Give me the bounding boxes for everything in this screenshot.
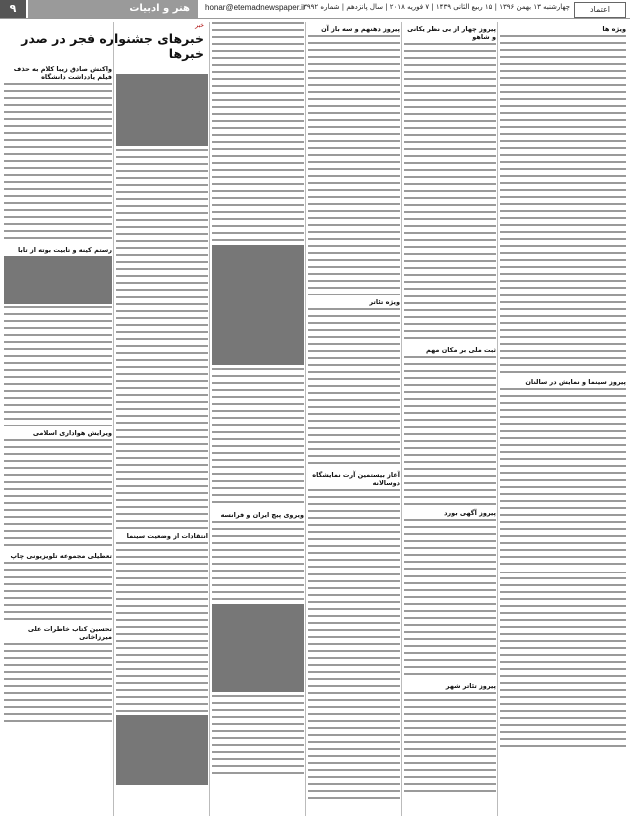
article-text bbox=[4, 439, 112, 549]
article-text bbox=[4, 306, 112, 426]
section-heading: تحسین کتاب خاطرات علی میرزاخانی bbox=[27, 625, 112, 641]
photo-portrait bbox=[4, 256, 112, 304]
section-heading: آغاز بیستمین آرت نمایشگاه دوسالانه bbox=[312, 471, 400, 487]
section-heading: پیروز دهنهم و سه باز آن bbox=[321, 25, 400, 33]
column-rule bbox=[305, 22, 306, 816]
section-heading: واکنش صادق زیبا کلام به حذف فیلم یادداشت دانشگاه bbox=[13, 65, 112, 81]
column-rule bbox=[497, 22, 498, 816]
article-text bbox=[212, 368, 304, 508]
article-text bbox=[308, 308, 400, 468]
page-number: ۹ bbox=[0, 0, 26, 18]
article-text bbox=[4, 562, 112, 622]
section-heading: ویروی پیچ ایران و فرانسه bbox=[220, 511, 304, 519]
section-heading: ثبت ملی بر مکان مهم bbox=[426, 346, 496, 354]
photo-interview bbox=[116, 74, 208, 146]
article-text bbox=[116, 149, 208, 529]
section-heading: تعطیلی مجموعه تلویزیونی چاپ bbox=[10, 552, 112, 560]
article-text bbox=[308, 35, 400, 295]
issue-info: چهارشنبه ۱۳ بهمن ۱۳۹۶ | ۱۵ ربیع الثانی ۱۴۳۹ | ۷ فوریه ۲۰۱۸ | سال پانزدهم | شماره ۳۹۹۲ bbox=[303, 3, 570, 11]
section-heading: ویژه ها bbox=[602, 25, 626, 33]
column-2 bbox=[116, 62, 208, 820]
article-text bbox=[308, 489, 400, 799]
photo-historic bbox=[212, 245, 304, 365]
column-1 bbox=[4, 62, 112, 820]
photo-festival bbox=[116, 715, 208, 785]
section-heading: ویرایش هواداری اسلامی bbox=[32, 429, 112, 437]
column-5 bbox=[404, 22, 496, 820]
article-text bbox=[404, 356, 496, 506]
lead-article-header bbox=[4, 22, 204, 64]
article-text bbox=[4, 83, 112, 243]
article-text bbox=[500, 388, 626, 568]
section-label: هنر و ادبیات bbox=[28, 0, 198, 18]
column-rule bbox=[209, 22, 210, 816]
section-heading: ویژه تئاتر bbox=[369, 298, 400, 306]
section-heading: پیروز آگهی بورد bbox=[444, 509, 496, 517]
section-email[interactable]: honar@etemadnewspaper.ir bbox=[205, 3, 306, 12]
article-text bbox=[404, 692, 496, 792]
column-6 bbox=[500, 22, 626, 820]
section-heading: پیروز سینما و نمایش در سالنان bbox=[525, 378, 626, 386]
column-rule bbox=[113, 22, 114, 816]
column-3 bbox=[212, 22, 304, 820]
page-header bbox=[0, 0, 630, 19]
column-rule bbox=[401, 22, 402, 816]
column-4 bbox=[308, 22, 400, 820]
lead-headline: خبرهای جشنواره فجر در صدر خبرها bbox=[21, 31, 204, 61]
article-text bbox=[500, 577, 626, 747]
section-heading: رستم کینه و تابیت بوته از تابا bbox=[17, 246, 112, 254]
article-text bbox=[404, 43, 496, 343]
article-text bbox=[4, 643, 112, 723]
article-text bbox=[404, 519, 496, 679]
article-text bbox=[212, 22, 304, 242]
section-heading: پیروز تئاتر شهر bbox=[445, 682, 496, 690]
article-text bbox=[116, 542, 208, 712]
article-text bbox=[212, 695, 304, 775]
newspaper-logo: اعتماد bbox=[574, 2, 626, 18]
article-text bbox=[500, 35, 626, 375]
photo-village bbox=[212, 604, 304, 692]
section-heading: انتقادات از وضعیت سینما bbox=[126, 532, 208, 540]
article-text bbox=[212, 521, 304, 601]
section-heading: پیروز چهار از بی نظر یکانی و شاهو bbox=[407, 25, 496, 41]
news-tag: خبر bbox=[195, 22, 204, 29]
